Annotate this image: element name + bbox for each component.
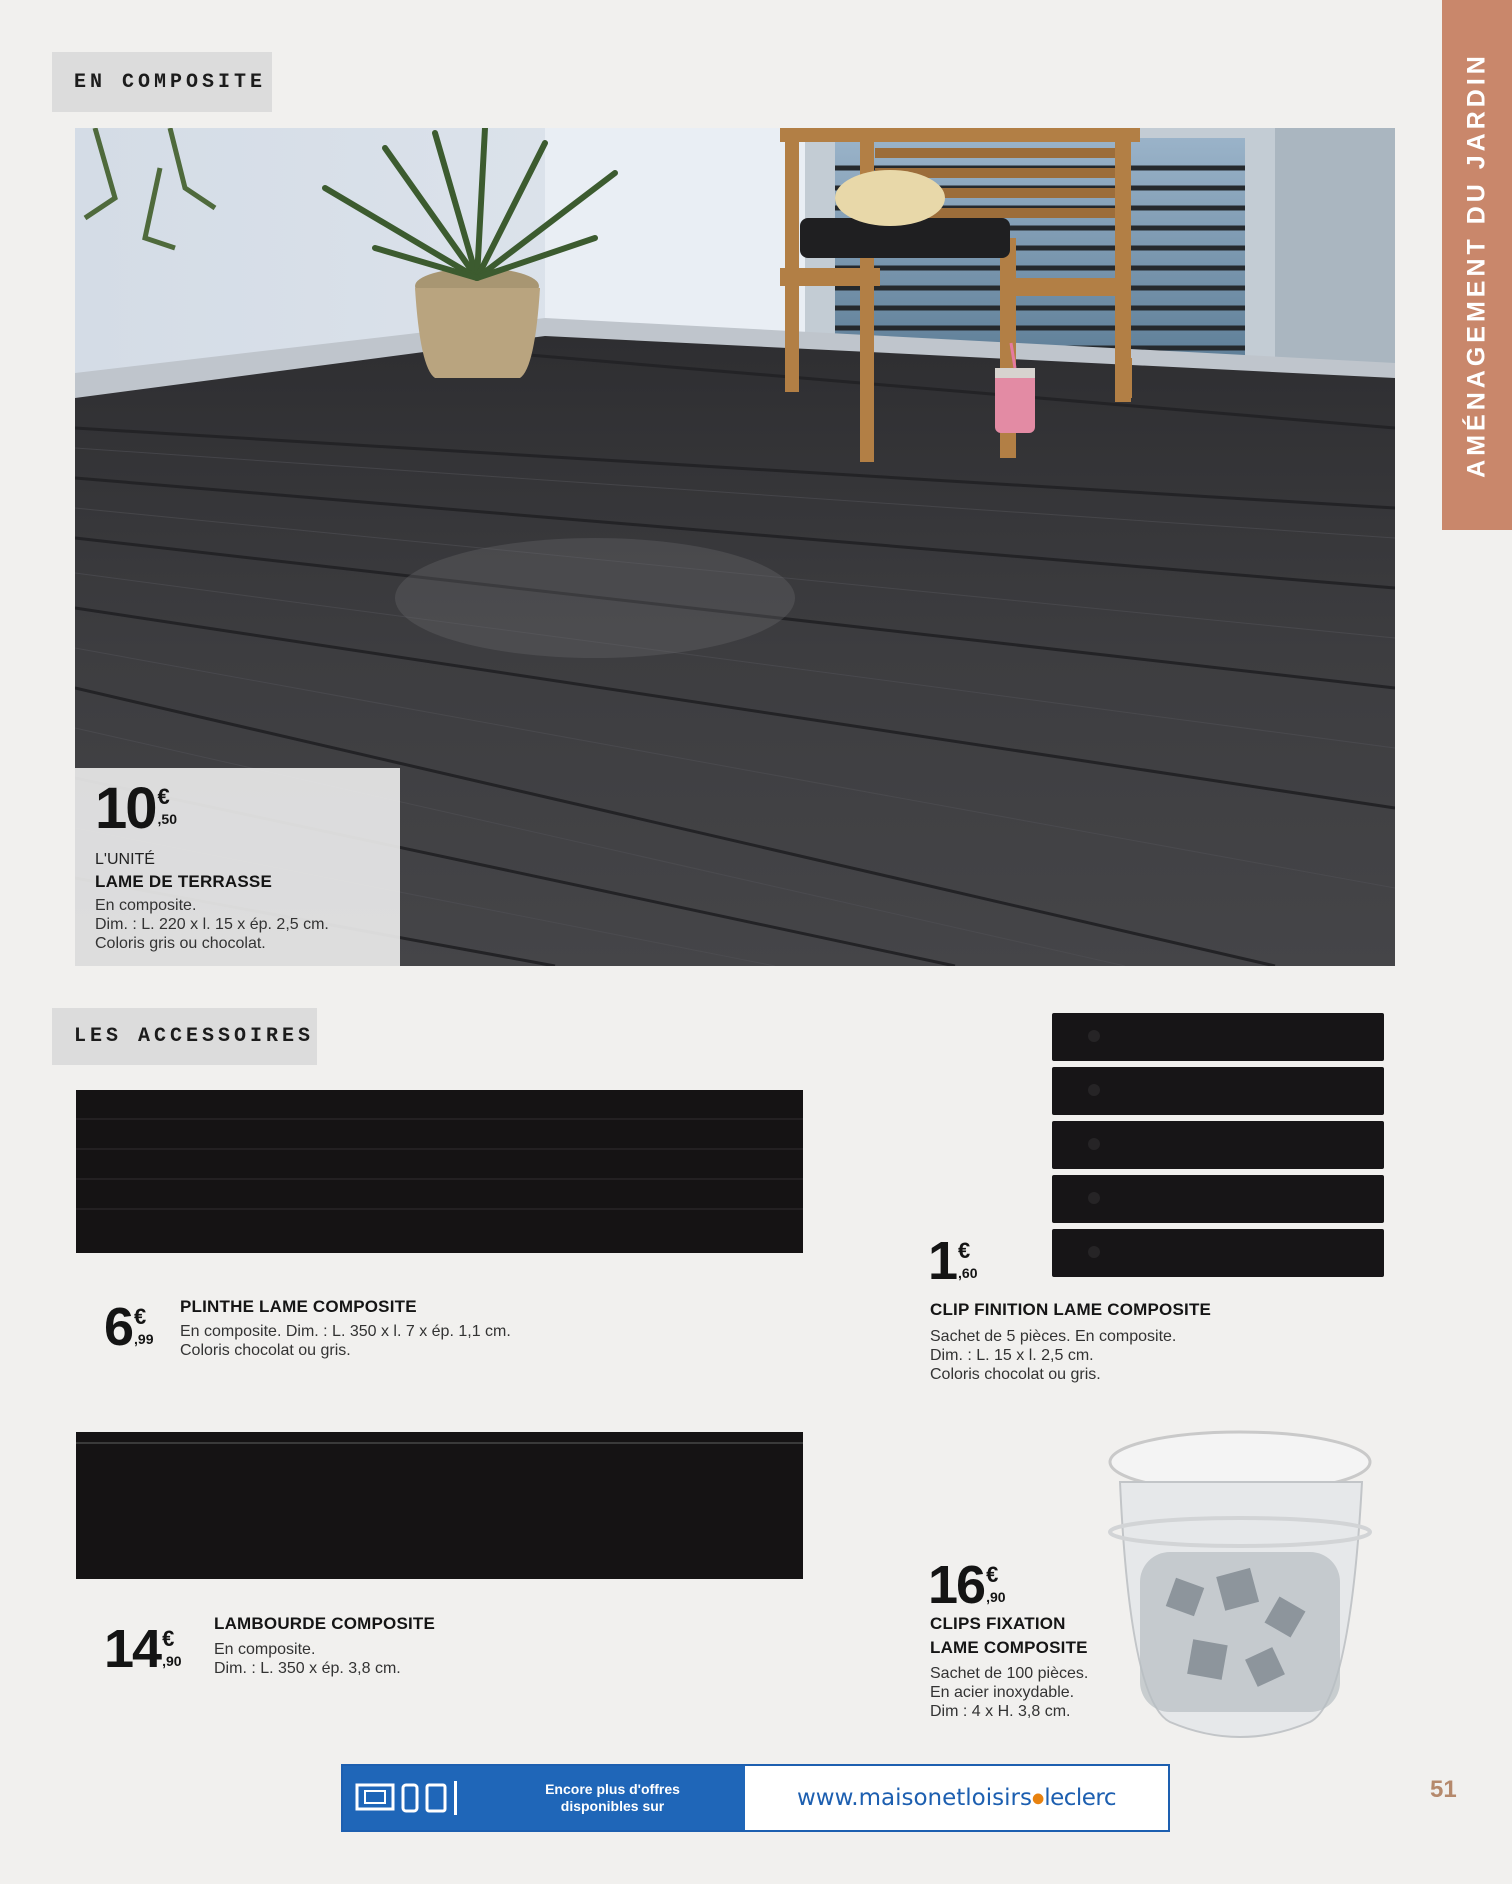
terrace-photo <box>75 128 1395 966</box>
lambourde-desc-2: Dim. : L. 350 x ép. 3,8 cm. <box>214 1660 401 1677</box>
clips-fixation-title-2: LAME COMPOSITE <box>930 1638 1088 1657</box>
clips-bucket-image <box>1100 1422 1390 1742</box>
clip-finition-price-int: 1 <box>928 1231 957 1291</box>
hero-price-currency: € <box>157 784 170 809</box>
lambourde-price <box>104 1619 182 1679</box>
device-icons <box>355 1781 480 1815</box>
plinthe-price-int: 6 <box>104 1297 133 1357</box>
clips-fixation-price <box>928 1555 1006 1615</box>
plinthe-price <box>104 1297 154 1357</box>
plinthe-desc-2: Coloris chocolat ou gris. <box>180 1342 351 1359</box>
section-tag-accessories: LES ACCESSOIRES <box>52 1008 317 1065</box>
banner-promo-line1: Encore plus d'offres <box>545 1781 680 1797</box>
lambourde-desc-1: En composite. <box>214 1641 316 1658</box>
hero-title: LAME DE TERRASSE <box>95 872 272 891</box>
clips-fixation-price-currency: € <box>986 1562 999 1587</box>
section-side-tab <box>1442 0 1512 530</box>
bucket-illustration <box>1100 1422 1390 1742</box>
lambourde-title: LAMBOURDE COMPOSITE <box>214 1614 436 1633</box>
clip-finition-price <box>928 1231 978 1291</box>
clip-finition-desc-3: Coloris chocolat ou gris. <box>930 1366 1101 1383</box>
website-banner[interactable] <box>341 1764 1170 1832</box>
clips-fixation-title-1: CLIPS FIXATION <box>930 1614 1066 1633</box>
lambourde-image <box>76 1432 803 1579</box>
clips-fixation-price-cents: ,90 <box>986 1589 1006 1605</box>
banner-right[interactable] <box>745 1766 1168 1830</box>
side-tab-label: AMÉNAGEMENT DU JARDIN <box>1462 52 1491 478</box>
plinthe-price-cents: ,99 <box>134 1331 154 1347</box>
hero-unit: L'UNITÉ <box>95 851 155 868</box>
banner-promo-line2: disponibles sur <box>560 1798 665 1814</box>
plinthe-image <box>76 1090 803 1253</box>
clips-fixation-desc-1: Sachet de 100 pièces. <box>930 1665 1089 1682</box>
laptop-icon <box>355 1783 395 1813</box>
clip-finition-desc-2: Dim. : L. 15 x l. 2,5 cm. <box>930 1347 1094 1364</box>
hero-price-int: 10 <box>95 776 156 841</box>
hero-desc-3: Coloris gris ou chocolat. <box>95 935 266 952</box>
lambourde-price-cents: ,90 <box>162 1653 182 1669</box>
banner-url-main[interactable]: www.maisonetloisirs <box>796 1785 1032 1811</box>
clips-fixation-desc-3: Dim : 4 x H. 3,8 cm. <box>930 1703 1071 1720</box>
plinthe-title: PLINTHE LAME COMPOSITE <box>180 1297 417 1316</box>
tablet-icon <box>425 1783 447 1813</box>
clip-finition-price-currency: € <box>958 1238 971 1263</box>
lambourde-price-int: 14 <box>104 1619 161 1679</box>
hero-price <box>95 776 177 841</box>
page-number: 51 <box>1430 1776 1457 1803</box>
plinthe-price-currency: € <box>134 1304 147 1329</box>
clip-finition-title: CLIP FINITION LAME COMPOSITE <box>930 1300 1212 1319</box>
banner-url[interactable] <box>797 1785 1116 1811</box>
banner-promo <box>480 1781 745 1815</box>
hero-desc-2: Dim. : L. 220 x l. 15 x ép. 2,5 cm. <box>95 916 329 933</box>
hero-price-box <box>75 768 400 966</box>
plinthe-desc-1: En composite. Dim. : L. 350 x l. 7 x ép. 1,1 cm. <box>180 1323 511 1340</box>
hero-desc-1: En composite. <box>95 897 197 914</box>
section-tag-composite: EN COMPOSITE <box>52 52 272 112</box>
phone-icon <box>401 1783 419 1813</box>
banner-url-dot: ● <box>1031 1790 1045 1807</box>
banner-left <box>343 1766 745 1830</box>
clips-fixation-price-int: 16 <box>928 1555 985 1615</box>
clip-finition-price-cents: ,60 <box>958 1265 978 1281</box>
clip-finition-desc-1: Sachet de 5 pièces. En composite. <box>930 1328 1177 1345</box>
hero-price-cents: ,50 <box>157 811 177 827</box>
divider-icon <box>453 1781 459 1815</box>
clips-fixation-desc-2: En acier inoxydable. <box>930 1684 1075 1701</box>
lambourde-price-currency: € <box>162 1626 175 1651</box>
banner-url-brand[interactable]: leclerc <box>1044 1785 1117 1811</box>
